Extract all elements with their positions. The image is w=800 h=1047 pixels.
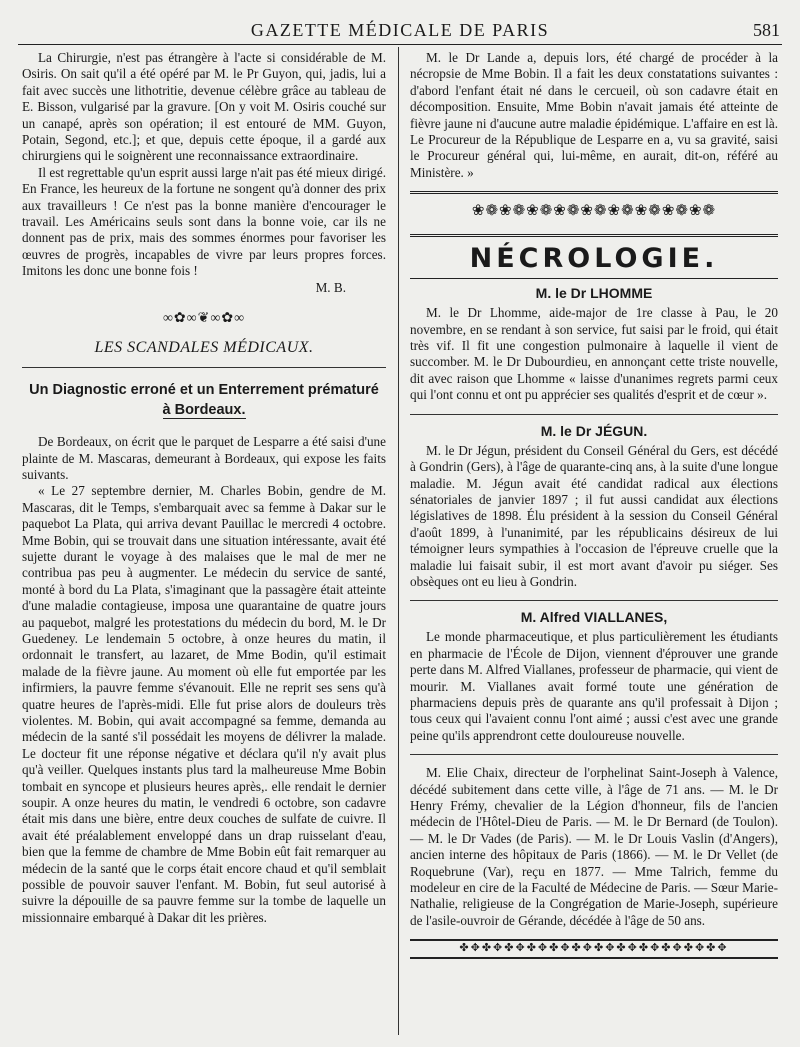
column-divider (398, 47, 399, 1035)
article-title-line1: Un Diagnostic erroné et un Enterrement prématuré (29, 382, 379, 399)
article-title (22, 380, 386, 420)
obituary-divider (410, 600, 778, 601)
obituary-title-viallanes: M. Alfred VIALLANES, (520, 609, 668, 626)
bottom-ornament: ✤✥✤✥✤✥✤✥✤✥✤✥✤✥✤✥✤✥✤✥✤✥✤✥ (410, 939, 778, 959)
rubric-rule (22, 367, 386, 368)
obituary-text-viallanes: Le monde pharmaceutique, et plus particulièrement les étudiants en pharmacie de l'École de Dijon, viennent d'éprouver une grande perte dans M. Alfred Viallanes, professeur de pharmacie, qui vient de mourir. M. Viallanes avait formé toute une génération de pharmaciens depuis près de quarante ans qu'il professait à Dijon ; tous ceux qui l'avaient connu l'ont aimé ; aussi c'est avec une grande peine qu'ils apprendront cette douloureuse nouvelle. (410, 629, 778, 743)
article-paragraph-1: De Bordeaux, on écrit que le parquet de Lesparre a été saisi d'une plainte de M. Mascaras, demeurant à Bordeaux, qui expose les faits suivants. (22, 434, 386, 482)
journal-title: GAZETTE MÉDICALE DE PARIS (250, 20, 550, 40)
obituary-divider (410, 754, 778, 755)
obituary-title-jegun: M. le Dr JÉGUN. (540, 422, 648, 439)
necrology-title: NÉCROLOGIE. (410, 243, 778, 279)
rubric-title: LES SCANDALES MÉDICAUX. (94, 339, 314, 357)
intro-paragraph-1: La Chirurgie, n'est pas étrangère à l'acte si considérable de M. Osiris. On sait qu'il a été opéré par M. le Pr Guyon, qui, jadis, lui a fait avec succès une lithotritie, devenue célèbre grâce au tableau de E. Bisson, vulgarisé par la gravure. [On y voit M. Osiris couché sur un canapé, après son opération; il est entouré de MM. Guyon, Potain, Segond, etc.]; et que, depuis cette époque, il a gardé aux chirurgiens qui le soignèrent une reconnaissance extraordinaire. (22, 50, 386, 164)
article-title-line2: à Bordeaux. (162, 402, 246, 419)
ornamental-band: ❀❁❀❁❀❁❀❁❀❁❀❁❀❁❀❁❀❁ (410, 191, 778, 237)
obituary-text-lhomme: M. le Dr Lhomme, aide-major de 1re classe à Pau, le 20 novembre, en se rendant à son service, fut saisi par le froid, qui était très vif. Il fit une congestion pulmonaire à laquelle il vient de succomber. M. le Dr Dubourdieu, en annonçant cette triste nouvelle, dit avec raison que Lhomme « laisse d'unanimes regrets parmi ceux qui l'ont connu et ont pu apprécier ses qualités d'esprit et de cœur ». (410, 305, 778, 403)
vignette-ornament: ∞✿∞❦∞✿∞ (162, 311, 246, 327)
obituary-divider (410, 414, 778, 415)
continuation-paragraph: M. le Dr Lande a, depuis lors, été chargé de procéder à la nécropsie de Mme Bobin. Il a fait les deux constatations suivantes : d'abord l'enfant était né dans le cercueil, où son cadavre était en décomposition. Ensuite, Mme Bobin n'avait jamais été atteinte de fièvre jaune ni d'aucune autre maladie épidémique. L'affaire en est là. Le Procureur de la République de Lesparre en a, vu sa gravité, saisi le Procureur général qui, lui-même, en aurait, dit-on, référé au Ministère. » (410, 50, 778, 180)
obituary-title-lhomme: M. le Dr LHOMME (535, 285, 653, 302)
obituary-text-jegun: M. le Dr Jégun, président du Conseil Général du Gers, est décédé à Gondrin (Gers), à l'âge de quarante-cinq ans, à la suite d'une longue maladie. M. Jégun avait été candidat radical aux élections sénatoriales de janvier 1897 ; il fut aussi candidat aux élections législatives de 1898. Élu président à la session du Conseil Général d'août 1899, à l'unanimité, par les républicains désireux de lui témoigner leurs sympathies à l'occasion de l'épreuve cruelle que la maladie lui faisait subir, il est mort avant d'avoir pu siéger. Ses obsèques ont eu lieu à Gondrin. (410, 442, 778, 589)
article-paragraph-2: « Le 27 septembre dernier, M. Charles Bobin, gendre de M. Mascaras, dit le Temps, s'embarquait avec sa femme à Dakar sur le paquebot La Plata, qui arriva devant Pauillac le mercredi 4 octobre. Mme Bobin, qui se trouvait dans une situation intéressante, avait été sujette durant le voyage à des malaises que le mal de mer ne contribua pas peu à augmenter. Le médecin du service de santé, monté à bord du La Plata, s'imaginant que la passagère était atteinte d'une maladie contagieuse, imposa une quarantaine de quatre jours au paquebot, malgré les protestations du médecin du bord, M. le Dr Guedeney. Le lendemain 5 octobre, à onze heures du matin, il ordonnait le transfert, au lazaret, de Mme Bodin, qu'il estimait malade de la fièvre jaune. Au moment où elle fut emportée par les infirmiers, la pauvre femme s'évanouit. Elle ne reprit ses sens qu'à quatre heures de l'après-midi. Elle fut prise alors de douleurs très violentes. M. Bobin, qui avait accompagné sa femme, demanda au médecin de la santé s'il possédait les moyens de délivrer la malade. Le docteur fit une réponse négative et déclara qu'il n'y avait plus qu'à veiller. Quelques instants plus tard la malheureuse Mme Bobin tombait en syncope et plusieurs heures après,. elle rendait le dernier soupir. A onze heures du matin, le vendredi 6 octobre, son cadavre était mis dans une bière, entre deux couches de sulfate de cuivre. Il avait été préalablement enveloppé dans un drap ruisselant d'eau, bien que la femme de chambre de Mme Bobin eût fait remarquer au médecin de la santé que le corps était encore chaud et qu'il semblait possible de pouvoir sauver l'enfant. M. Bobin, fut seul autorisé à suivre la dépouille de sa pauvre femme sur la tombe de laquelle un missionnaire embarqué à Dakar dit les prières. (22, 483, 386, 925)
left-column (22, 50, 386, 926)
page-header (18, 14, 782, 45)
page-number: 581 (753, 20, 780, 40)
misc-deaths-paragraph: M. Elie Chaix, directeur de l'orphelinat Saint-Joseph à Valence, décédé subitement dans cette ville, à l'âge de 71 ans. — M. le Dr Henry Frémy, chevalier de la Légion d'honneur, fils de l'ancien médecin de l'Hôtel-Dieu de Paris. — M. le Dr Bernard (de Toulon). — M. le Dr Vades (de Paris). — M. le Dr Louis Vaslin (d'Angers), ancien interne des hôpitaux de Paris (1866). — M. le Dr Vellet (de Roquebrune (Var), reçu en 1877. — Mme Talrich, femme du modeleur en cire de la Faculté de Médecine de Paris. — Sœur Marie-Nathalie, religieuse de la Congrégation de Marie-Joseph, supérieure de l'asile-ouvroir de Gérande, décédée à l'âge de 50 ans. (410, 765, 778, 928)
intro-paragraph-2: Il est regrettable qu'un esprit aussi large n'ait pas été mieux dirigé. En France, les heureux de la fortune ne songent qu'à donner des prix aux travailleurs ! Ce n'est pas la bonne manière d'encourager le travail. Les Américains seuls sont dans la bonne voie, car ils ne donnent pas de prix, mais des sommes énormes pour favoriser les œuvres de progrès, incapables de vivre par leurs propres forces. Imitons les donc une bonne fois ! (22, 164, 387, 279)
signature: M. B. (315, 279, 346, 295)
right-column (410, 50, 778, 959)
